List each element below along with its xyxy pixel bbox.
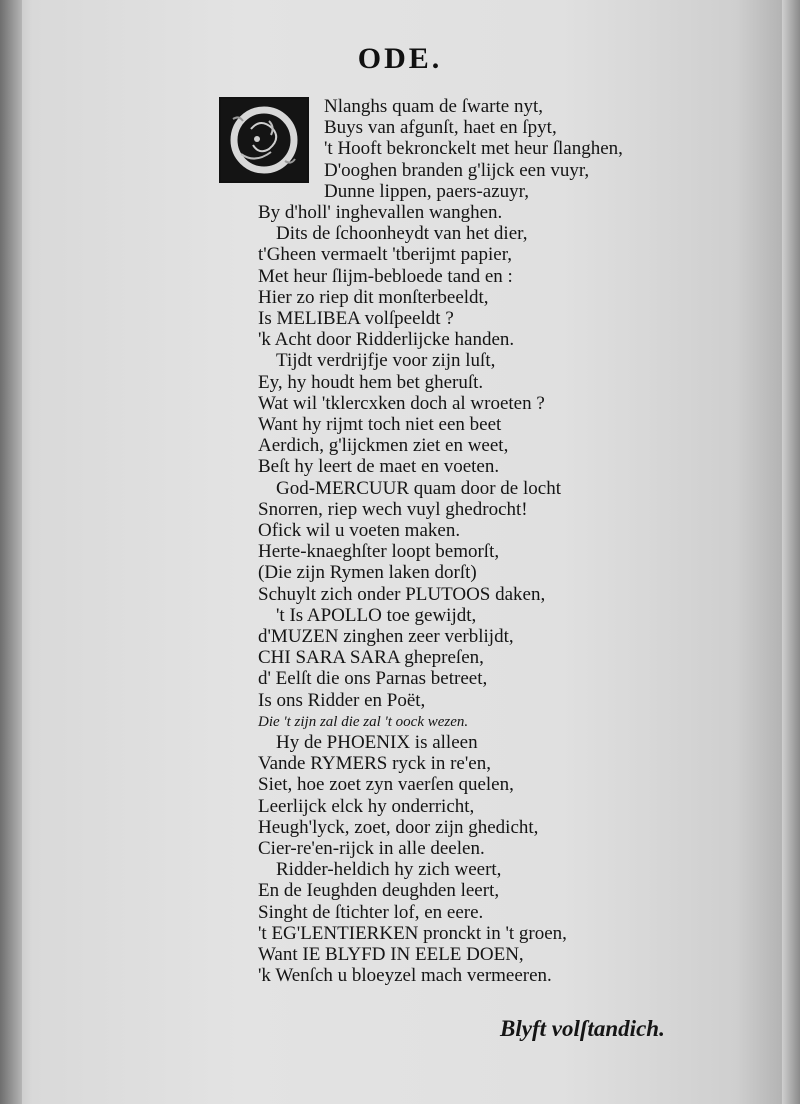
- poem-line: d'MUZEN zinghen zeer verblijdt,: [258, 626, 514, 647]
- poem-line: Hier zo riep dit monſterbeeldt,: [258, 286, 489, 308]
- poem-line: CHI SARA SARA ghepreſen,: [258, 647, 484, 669]
- poem-line: Met heur ſlijm-bebloede tand en :: [258, 265, 513, 287]
- poem-line: Hy de PHOENIX is alleen: [276, 732, 478, 753]
- poem-line: En de Ieughden deughden leert,: [258, 880, 500, 902]
- poem-line: 't EG'LENTIERKEN pronckt in 't groen,: [258, 922, 567, 944]
- poem-line: Want hy rijmt toch niet een beet: [258, 414, 502, 435]
- poem-line: Dunne lippen, paers-azuyr,: [324, 180, 529, 202]
- poem-line: Ofick wil u voeten maken.: [258, 520, 461, 541]
- poem-line: Want IE BLYFD IN EELE DOEN,: [258, 944, 524, 965]
- poem-line: Die 't zijn zal die zal 't oock wezen.: [258, 713, 469, 730]
- poem-line: Dits de ſchoonheydt van het dier,: [276, 223, 528, 245]
- poem-line: Leerlijck elck hy onderricht,: [258, 795, 475, 817]
- poem-line: 't Hooft bekronckelt met heur ſlanghen,: [324, 138, 623, 160]
- poem-line: Nlanghs quam de ſwarte nyt,: [324, 96, 543, 117]
- poem-line: 't Is APOLLO toe gewijdt,: [276, 604, 477, 626]
- poem-line: Schuylt zich onder PLUTOOS daken,: [258, 583, 546, 605]
- poem-line: Tijdt verdrijfje voor zijn luſt,: [276, 350, 496, 372]
- poem-line: Wat wil 'tklercxken doch al wroeten ?: [258, 392, 545, 414]
- poem-line: Ey, hy houdt hem bet gheruſt.: [258, 371, 484, 393]
- page-title: ODE.: [357, 42, 443, 75]
- poem-line: Is MELIBEA volſpeeldt ?: [258, 308, 454, 329]
- poem-line: Heugh'lyck, zoet, door zijn ghedicht,: [258, 816, 539, 838]
- poem-line: By d'holl' inghevallen wanghen.: [258, 202, 503, 223]
- poem-line: t'Gheen vermaelt 'tberijmt papier,: [258, 244, 513, 266]
- poem-line: Aerdich, g'lijckmen ziet en weet,: [258, 435, 509, 457]
- poem-line: Buys van afgunſt, haet en ſpyt,: [324, 117, 557, 139]
- poem-line: God-MERCUUR quam door de locht: [276, 477, 561, 499]
- poem-line: D'ooghen branden g'lijck een vuyr,: [324, 159, 590, 181]
- poem-line: Vande RYMERS ryck in re'en,: [258, 753, 491, 775]
- poem-line: Ridder-heldich hy zich weert,: [276, 859, 502, 881]
- poem-line: Cier-re'en-rijck in alle deelen.: [258, 838, 485, 859]
- closing-motto: Blyft volſtandich.: [500, 1016, 665, 1041]
- poem-line: Beſt hy leert de maet en voeten.: [258, 456, 500, 478]
- poem-line: 'k Wenſch u bloeyzel mach vermeeren.: [258, 965, 552, 987]
- poem-line: Snorren, riep wech vuyl ghedrocht!: [258, 498, 528, 520]
- poem-line: Herte-knaeghſter loopt bemorſt,: [258, 541, 500, 563]
- poem-line: d' Eelſt die ons Parnas betreet,: [258, 668, 488, 690]
- poem-line: (Die zijn Rymen laken dorſt): [258, 562, 477, 584]
- poem-line: Is ons Ridder en Poët,: [258, 689, 426, 711]
- poem-line: 'k Acht door Ridderlijcke handen.: [258, 329, 515, 351]
- poem-line: Singht de ſtichter lof, en eere.: [258, 901, 484, 923]
- poem-line: Siet, hoe zoet zyn vaerſen quelen,: [258, 774, 514, 796]
